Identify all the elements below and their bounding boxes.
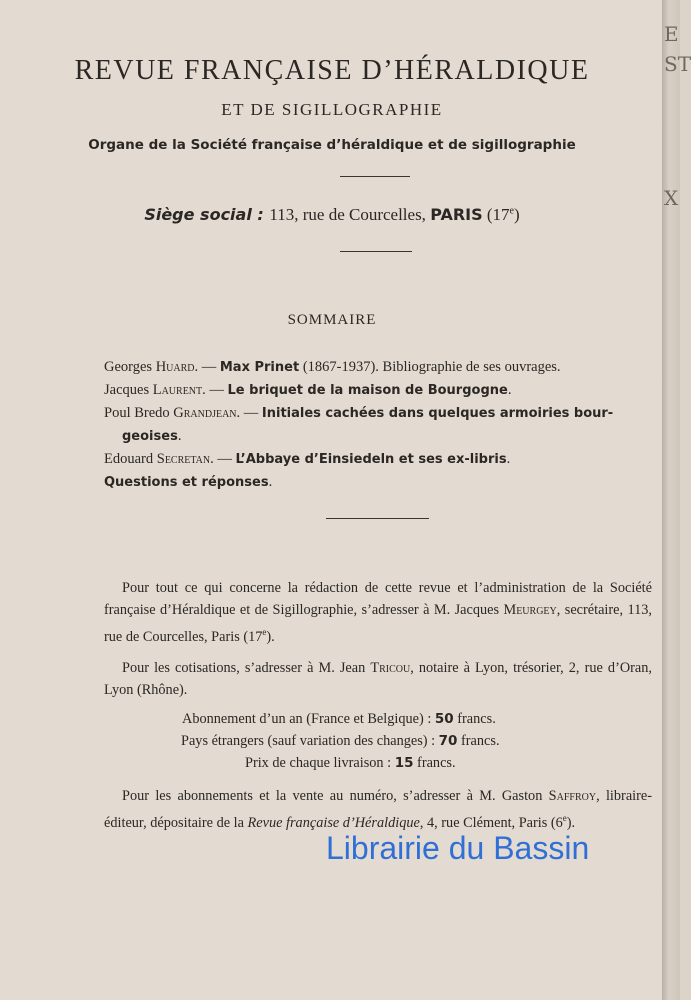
- headquarters-line: [0, 205, 664, 225]
- next-page-edge: [662, 0, 680, 1000]
- toc-entry: Jacques Laurent. — Le briquet de la maison de Bourgogne.: [104, 382, 512, 398]
- toc-entry-continuation: geoises.: [122, 428, 182, 444]
- edge-letter: ST: [664, 52, 691, 76]
- siege-number: 113,: [269, 205, 299, 224]
- edge-letter: E: [664, 22, 679, 46]
- journal-title: REVUE FRANÇAISE D’HÉRALDIQUE: [74, 55, 590, 86]
- journal-organ-line: Organe de la Société française d’héraldique et de sigillographie: [88, 137, 576, 153]
- price-line: Pays étrangers (sauf variation des changes) : 70 francs.: [181, 733, 500, 749]
- toc-entry: Georges Huard. — Max Prinet (1867-1937). Bibliographie de ses ouvrages.: [104, 359, 561, 375]
- price-line: Abonnement d’un an (France et Belgique) : 50 francs.: [182, 711, 496, 727]
- toc-entry: Poul Bredo Grandjean. — Initiales cachées dans quelques armoiries bour-: [104, 405, 614, 421]
- toc-entry: Edouard Secretan. — L’Abbaye d’Einsiedeln et ses ex-libris.: [104, 451, 511, 467]
- divider: [326, 518, 429, 519]
- siege-arr: (17e): [482, 205, 520, 224]
- siege-street: rue de Courcelles,: [298, 205, 431, 224]
- siege-label: Siège social :: [144, 205, 264, 224]
- price-line: Prix de chaque livraison : 15 francs.: [245, 755, 456, 771]
- toc-entry: Questions et réponses.: [104, 474, 273, 490]
- table-of-contents: [104, 356, 654, 494]
- siege-city: PARIS: [430, 205, 483, 224]
- edge-letter: X: [664, 186, 679, 210]
- editorial-contact-paragraph: Pour tout ce qui concerne la rédaction de cette revue et l’administration de la Société française d’Héraldique et de Sigillographie, s’adresser à M. Jacques Meurgey, secrétaire, 113, rue de Courcelles, Paris (17e).: [104, 580, 652, 645]
- sommaire-heading: SOMMAIRE: [287, 312, 377, 328]
- divider: [340, 251, 412, 252]
- journal-subtitle: ET DE SIGILLOGRAPHIE: [221, 100, 443, 119]
- subscription-paragraph: Pour les abonnements et la vente au numéro, s’adresser à M. Gaston Saffroy, libraire-éditeur, dépositaire de la Revue française d’Héraldique, 4, rue Clément, Paris (6e).: [104, 788, 652, 831]
- seller-watermark: Librairie du Bassin: [326, 830, 590, 866]
- treasurer-paragraph: Pour les cotisations, s’adresser à M. Jean Tricou, notaire à Lyon, trésorier, 2, rue d’Oran, Lyon (Rhône).: [104, 660, 652, 698]
- divider: [340, 176, 410, 177]
